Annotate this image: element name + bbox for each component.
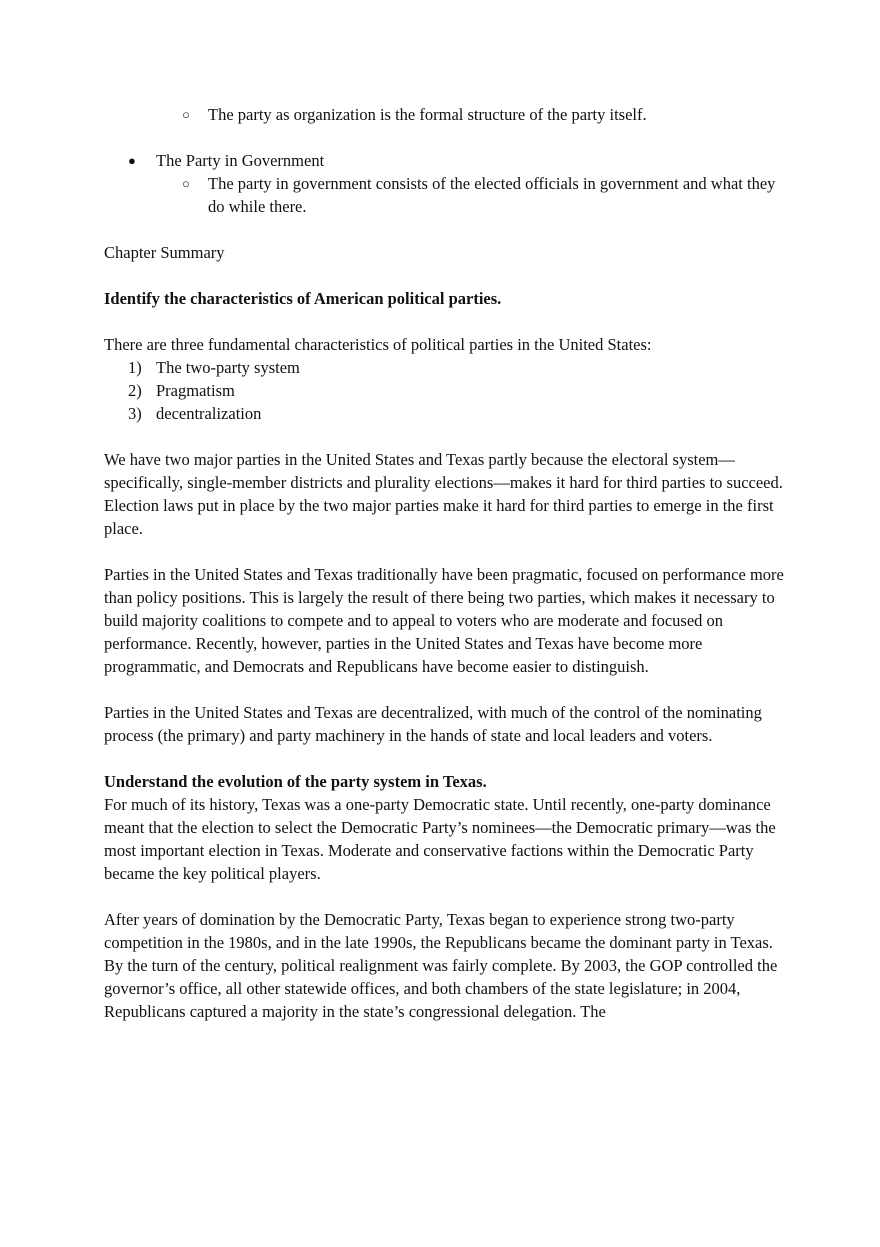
list-item-text: decentralization xyxy=(156,404,262,423)
filled-circle-bullet-icon: ● xyxy=(128,153,136,168)
hollow-circle-bullet-icon: ○ xyxy=(182,107,190,122)
page-content xyxy=(104,103,784,1023)
list-number: 2) xyxy=(128,381,142,400)
list-item xyxy=(104,356,784,379)
paragraph: Parties in the United States and Texas are decentralized, with much of the control of the nominating process (the primary) and party machinery in the hands of state and local leaders and voters. xyxy=(104,703,762,745)
outline-bullet-text: The Party in Government xyxy=(156,151,325,170)
hollow-circle-bullet-icon: ○ xyxy=(182,176,190,191)
section-heading: Understand the evolution of the party system in Texas. xyxy=(104,772,487,791)
outline-sub-item xyxy=(104,172,784,218)
list-item xyxy=(104,402,784,425)
paragraph: For much of its history, Texas was a one-party Democratic state. Until recently, one-party dominance meant that the election to select the Democratic Party’s nominees—the Democratic primary—was the most important election in Texas. Moderate and conservative factions within the Democratic Party became the key political players. xyxy=(104,795,776,883)
paragraph: There are three fundamental characteristics of political parties in the United States: xyxy=(104,335,652,354)
list-item-text: Pragmatism xyxy=(156,381,235,400)
outline-sub-item xyxy=(104,103,784,126)
list-item-text: The two-party system xyxy=(156,358,300,377)
outline-sub-item-text: The party in government consists of the elected officials in government and what they do while there. xyxy=(208,174,776,216)
paragraph: After years of domination by the Democratic Party, Texas began to experience strong two-party competition in the 1980s, and in the late 1990s, the Republicans became the dominant party in Texas. By the turn of the century, political realignment was fairly complete. By 2003, the GOP controlled the governor’s office, all other statewide offices, and both chambers of the state legislature; in 2004, Republicans captured a majority in the state’s congressional delegation. The xyxy=(104,910,778,1021)
chapter-summary-label: Chapter Summary xyxy=(104,243,225,262)
paragraph: Parties in the United States and Texas traditionally have been pragmatic, focused on performance more than policy positions. This is largely the result of there being two parties, which makes it necessary to build majority coalitions to compete and to appeal to voters who are moderate and focused on performance. Recently, however, parties in the United States and Texas have become more programmatic, and Democrats and Republicans have become easier to distinguish. xyxy=(104,565,784,676)
paragraph: We have two major parties in the United States and Texas partly because the electoral system—specifically, single-member districts and plurality elections—makes it hard for third parties to succeed. Election laws put in place by the two major parties make it hard for third parties to emerge in the first place. xyxy=(104,450,783,538)
section-heading: Identify the characteristics of American political parties. xyxy=(104,289,502,308)
list-number: 1) xyxy=(128,358,142,377)
characteristics-list xyxy=(104,356,784,425)
list-item xyxy=(104,379,784,402)
outline-sub-item-text: The party as organization is the formal structure of the party itself. xyxy=(208,105,647,124)
list-number: 3) xyxy=(128,404,142,423)
outline-bullet-item xyxy=(104,149,784,172)
